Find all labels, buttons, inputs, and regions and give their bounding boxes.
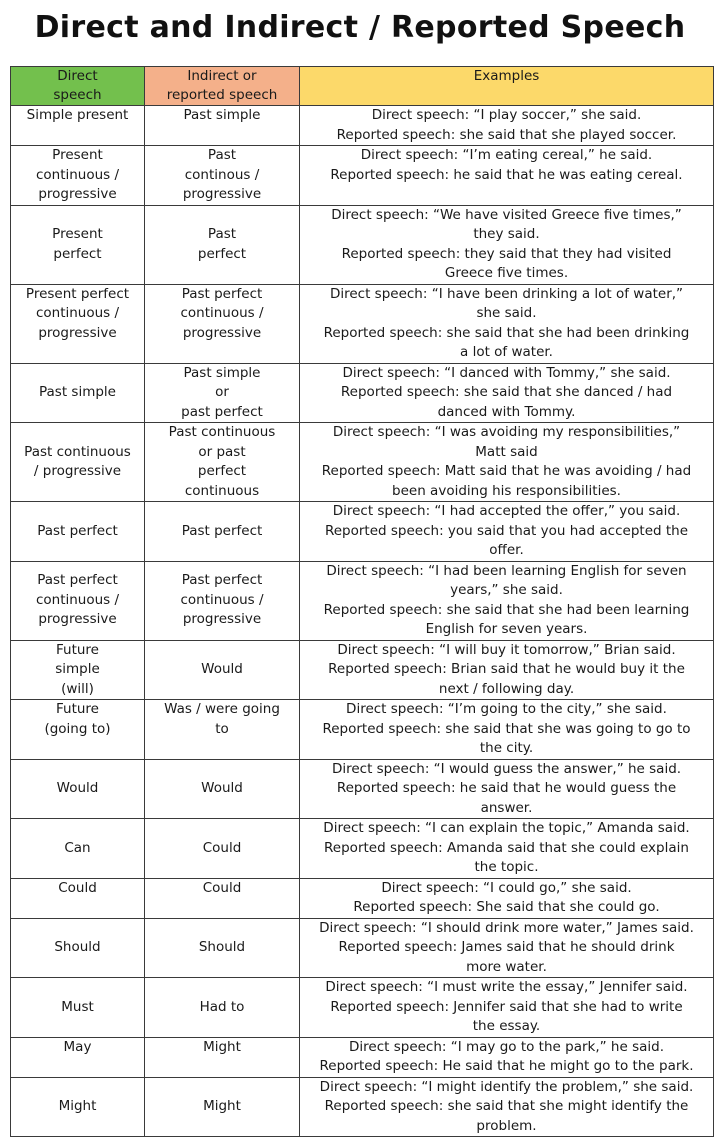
reported-speech-cell bbox=[145, 423, 300, 502]
example-cell-line: Direct speech: “I’m going to the city,” she said. bbox=[346, 701, 667, 717]
example-cell-line: problem. bbox=[476, 1117, 537, 1134]
reported-speech-cell bbox=[145, 1037, 300, 1077]
reported-speech-cell-line: Had to bbox=[199, 998, 245, 1015]
example-cell-line: been avoiding his responsibilities. bbox=[392, 482, 621, 499]
example-cell-line: Reported speech: He said that he might go to the park. bbox=[319, 1058, 694, 1074]
direct-speech-cell bbox=[11, 918, 145, 978]
direct-speech-cell-line: Past perfect bbox=[37, 572, 118, 589]
direct-speech-cell-line: simple bbox=[55, 661, 100, 677]
reported-speech-cell-line: continuous / bbox=[180, 591, 264, 608]
example-cell-line: Reported speech: she said that she had been drinking bbox=[323, 324, 690, 341]
reported-speech-cell-line: Past continuous bbox=[168, 424, 276, 440]
table-row bbox=[11, 819, 714, 879]
example-cell-line: Reported speech: he said that he would guess the bbox=[336, 780, 677, 796]
reported-speech-cell-line: Would bbox=[201, 780, 243, 796]
reported-speech-cell-line: Could bbox=[202, 839, 242, 856]
example-cell-line: Direct speech: “I would guess the answer,” he said. bbox=[331, 760, 682, 777]
example-cell-line: Direct speech: “I should drink more water,” James said. bbox=[319, 919, 694, 936]
table-row bbox=[11, 205, 714, 284]
header-direct-line: Direct bbox=[57, 68, 98, 84]
direct-speech-cell bbox=[11, 502, 145, 562]
example-cell-line: Direct speech: “I was avoiding my responsibilities,” bbox=[332, 424, 681, 440]
example-cell-line: Reported speech: they said that they had visited bbox=[341, 245, 672, 262]
reported-speech-cell bbox=[145, 205, 300, 284]
reported-speech-cell-line: Was / were going bbox=[164, 701, 280, 717]
direct-speech-cell-line: Must bbox=[61, 998, 94, 1015]
reported-speech-cell-line: continuous / bbox=[180, 305, 264, 321]
example-cell bbox=[300, 205, 714, 284]
example-cell-line: Reported speech: you said that you had accepted the bbox=[324, 522, 689, 539]
example-cell-line: next / following day. bbox=[438, 680, 575, 697]
example-cell-line: Direct speech: “I’m eating cereal,” he said. bbox=[360, 147, 653, 163]
table-row bbox=[11, 700, 714, 760]
direct-speech-cell-line: Should bbox=[54, 939, 101, 955]
example-cell-line: Direct speech: “We have visited Greece five times,” bbox=[331, 206, 682, 223]
table-row bbox=[11, 502, 714, 562]
direct-speech-cell-line: / progressive bbox=[33, 463, 122, 479]
table-row bbox=[11, 363, 714, 423]
reported-speech-cell-line: Past simple bbox=[183, 107, 261, 123]
example-cell-line: offer. bbox=[489, 542, 524, 558]
reported-speech-cell-line: Past bbox=[207, 226, 237, 242]
example-cell bbox=[300, 640, 714, 700]
reported-speech-cell-line: continuous bbox=[184, 482, 260, 499]
table-row bbox=[11, 146, 714, 206]
reported-speech-cell-line: progressive bbox=[182, 611, 262, 628]
direct-speech-cell-line: Future bbox=[56, 641, 99, 658]
example-cell-line: Direct speech: “I may go to the park,” he said. bbox=[349, 1038, 664, 1055]
example-cell-line: Reported speech: she said that she was going to go to bbox=[322, 720, 691, 737]
direct-speech-cell bbox=[11, 363, 145, 423]
example-cell-line: she said. bbox=[476, 305, 537, 321]
example-cell bbox=[300, 819, 714, 879]
header-examples-line: Examples bbox=[473, 68, 540, 84]
direct-speech-cell bbox=[11, 146, 145, 206]
example-cell-line: Direct speech: “I will buy it tomorrow,” Brian said. bbox=[337, 641, 676, 658]
direct-speech-cell-line: Would bbox=[56, 780, 99, 796]
reported-speech-cell bbox=[145, 640, 300, 700]
direct-speech-cell-line: Present bbox=[52, 147, 103, 163]
example-cell bbox=[300, 1037, 714, 1077]
table-row bbox=[11, 423, 714, 502]
example-cell bbox=[300, 978, 714, 1038]
example-cell-line: Reported speech: she said that she danced / had bbox=[340, 384, 673, 400]
reported-speech-cell bbox=[145, 700, 300, 760]
direct-speech-cell bbox=[11, 205, 145, 284]
reported-speech-cell-line: perfect bbox=[197, 245, 247, 262]
reported-speech-cell-line: Past perfect bbox=[181, 572, 263, 589]
example-cell-line: Direct speech: “I had accepted the offer,” you said. bbox=[332, 503, 681, 519]
reported-speech-cell-line: Could bbox=[202, 879, 242, 896]
example-cell bbox=[300, 284, 714, 363]
example-cell-line: a lot of water. bbox=[460, 344, 553, 360]
table-row bbox=[11, 1077, 714, 1137]
example-cell-line: Direct speech: “I danced with Tommy,” she said. bbox=[342, 364, 671, 381]
reported-speech-cell-line: perfect bbox=[197, 463, 247, 479]
table-row bbox=[11, 640, 714, 700]
reported-speech-cell bbox=[145, 561, 300, 640]
reported-speech-cell-line: progressive bbox=[182, 324, 262, 341]
example-cell bbox=[300, 700, 714, 760]
example-cell-line: Reported speech: he said that he was eating cereal. bbox=[330, 166, 683, 183]
table-row bbox=[11, 759, 714, 819]
direct-speech-cell bbox=[11, 423, 145, 502]
header-indirect-line: Indirect or bbox=[187, 68, 257, 84]
direct-speech-cell-line: Present bbox=[52, 226, 103, 242]
reported-speech-cell-line: past perfect bbox=[181, 403, 263, 420]
reported-speech-cell-line: Past perfect bbox=[181, 285, 263, 302]
reported-speech-cell-line: Past bbox=[207, 147, 237, 163]
table-row bbox=[11, 284, 714, 363]
table-row bbox=[11, 561, 714, 640]
reported-speech-cell-line: Past perfect bbox=[181, 522, 263, 539]
table-row bbox=[11, 978, 714, 1038]
example-cell-line: answer. bbox=[480, 799, 533, 816]
example-cell-line: Reported speech: Amanda said that she could explain bbox=[324, 839, 689, 856]
direct-speech-cell-line: progressive bbox=[38, 186, 117, 202]
example-cell bbox=[300, 363, 714, 423]
direct-speech-cell-line: Past perfect bbox=[37, 522, 118, 539]
reported-speech-cell bbox=[145, 878, 300, 918]
direct-speech-cell-line: (will) bbox=[61, 680, 94, 697]
direct-speech-cell-line: May bbox=[63, 1038, 92, 1055]
table-row bbox=[11, 918, 714, 978]
reported-speech-cell bbox=[145, 146, 300, 206]
direct-speech-cell-line: Simple present bbox=[26, 107, 129, 123]
reported-speech-cell-line: Should bbox=[198, 939, 246, 955]
direct-speech-cell bbox=[11, 878, 145, 918]
direct-speech-cell bbox=[11, 640, 145, 700]
reported-speech-cell-line: Past simple bbox=[183, 364, 261, 381]
example-cell-line: Reported speech: she said that she might identify the bbox=[324, 1098, 689, 1114]
example-cell bbox=[300, 561, 714, 640]
example-cell-line: Reported speech: Brian said that he would buy it the bbox=[328, 661, 685, 677]
example-cell-line: Direct speech: “I can explain the topic,” Amanda said. bbox=[323, 820, 690, 836]
direct-speech-cell-line: progressive bbox=[38, 611, 117, 628]
example-cell-line: Direct speech: “I must write the essay,” Jennifer said. bbox=[325, 979, 688, 995]
direct-speech-cell bbox=[11, 700, 145, 760]
direct-speech-cell bbox=[11, 978, 145, 1038]
reported-speech-cell-line: continous / bbox=[184, 166, 260, 183]
example-cell-line: the topic. bbox=[474, 859, 539, 875]
example-cell bbox=[300, 759, 714, 819]
direct-speech-cell bbox=[11, 759, 145, 819]
direct-speech-cell bbox=[11, 106, 145, 146]
direct-speech-cell-line: Could bbox=[58, 879, 97, 896]
example-cell-line: years,” she said. bbox=[450, 582, 563, 598]
direct-speech-cell bbox=[11, 1037, 145, 1077]
example-cell-line: Reported speech: Matt said that he was avoiding / had bbox=[321, 463, 692, 479]
example-cell-line: Direct speech: “I might identify the problem,” she said. bbox=[319, 1078, 694, 1095]
direct-speech-cell-line: Can bbox=[64, 839, 91, 856]
reported-speech-cell bbox=[145, 1077, 300, 1137]
example-cell-line: Reported speech: she said that she had been learning bbox=[323, 601, 690, 618]
direct-speech-cell-line: continuous / bbox=[35, 305, 120, 321]
example-cell bbox=[300, 1077, 714, 1137]
reported-speech-cell bbox=[145, 106, 300, 146]
table-row bbox=[11, 106, 714, 146]
example-cell bbox=[300, 106, 714, 146]
reported-speech-cell-line: Would bbox=[201, 661, 243, 677]
example-cell-line: they said. bbox=[473, 226, 540, 242]
reported-speech-cell-line: Might bbox=[203, 1038, 241, 1055]
header-row bbox=[11, 67, 714, 106]
direct-speech-cell-line: Past simple bbox=[39, 384, 116, 400]
direct-speech-cell-line: perfect bbox=[53, 245, 102, 262]
example-cell-line: Greece five times. bbox=[444, 265, 569, 281]
example-cell bbox=[300, 878, 714, 918]
example-cell-line: Direct speech: “I play soccer,” she said. bbox=[371, 107, 642, 123]
example-cell-line: the city. bbox=[479, 740, 534, 756]
example-cell-line: more water. bbox=[466, 958, 547, 975]
header-indirect-line: reported speech bbox=[166, 87, 278, 103]
direct-speech-cell bbox=[11, 819, 145, 879]
reported-speech-cell-line: or bbox=[215, 384, 229, 400]
reported-speech-cell bbox=[145, 363, 300, 423]
direct-speech-cell bbox=[11, 1077, 145, 1137]
example-cell bbox=[300, 918, 714, 978]
direct-speech-cell-line: Might bbox=[58, 1098, 97, 1114]
direct-speech-cell-line: (going to) bbox=[44, 720, 111, 737]
example-cell bbox=[300, 146, 714, 206]
page-title: Direct and Indirect / Reported Speech bbox=[34, 10, 686, 45]
example-cell-line: Reported speech: Jennifer said that she had to write bbox=[330, 998, 683, 1015]
reported-speech-cell-line: or past bbox=[198, 443, 246, 460]
example-cell-line: Matt said bbox=[475, 443, 538, 460]
example-cell bbox=[300, 502, 714, 562]
example-cell-line: English for seven years. bbox=[425, 621, 588, 637]
example-cell-line: the essay. bbox=[472, 1018, 541, 1034]
direct-speech-cell bbox=[11, 284, 145, 363]
table-header bbox=[11, 67, 714, 106]
reported-speech-cell-line: to bbox=[215, 720, 229, 737]
direct-speech-cell-line: continuous / bbox=[35, 591, 120, 608]
direct-speech-cell bbox=[11, 561, 145, 640]
direct-speech-cell-line: Future bbox=[56, 701, 99, 717]
example-cell bbox=[300, 423, 714, 502]
reported-speech-cell bbox=[145, 819, 300, 879]
direct-speech-cell-line: Past continuous bbox=[24, 443, 131, 460]
header-indirect-speech bbox=[145, 67, 300, 106]
reported-speech-cell bbox=[145, 978, 300, 1038]
direct-speech-cell-line: Present perfect bbox=[25, 285, 130, 302]
reported-speech-cell bbox=[145, 759, 300, 819]
example-cell-line: danced with Tommy. bbox=[437, 403, 576, 420]
reported-speech-cell bbox=[145, 502, 300, 562]
header-examples bbox=[300, 67, 714, 106]
reported-speech-cell-line: Might bbox=[203, 1098, 241, 1114]
direct-speech-cell-line: progressive bbox=[38, 324, 117, 341]
table-row bbox=[11, 878, 714, 918]
reported-speech-cell bbox=[145, 918, 300, 978]
table-body bbox=[11, 106, 714, 1137]
example-cell-line: Direct speech: “I had been learning English for seven bbox=[326, 562, 687, 579]
example-cell-line: Reported speech: James said that he should drink bbox=[338, 939, 675, 955]
reported-speech-cell-line: progressive bbox=[182, 186, 262, 202]
direct-speech-cell-line: continuous / bbox=[35, 166, 120, 183]
reported-speech-table bbox=[10, 66, 714, 1137]
example-cell-line: Reported speech: She said that she could go. bbox=[353, 899, 660, 915]
header-direct-speech bbox=[11, 67, 145, 106]
example-cell-line: Direct speech: “I have been drinking a lot of water,” bbox=[329, 285, 684, 302]
reported-speech-cell bbox=[145, 284, 300, 363]
table-row bbox=[11, 1037, 714, 1077]
header-direct-line: speech bbox=[53, 87, 102, 103]
example-cell-line: Direct speech: “I could go,” she said. bbox=[381, 879, 632, 896]
example-cell-line: Reported speech: she said that she played soccer. bbox=[336, 126, 677, 143]
